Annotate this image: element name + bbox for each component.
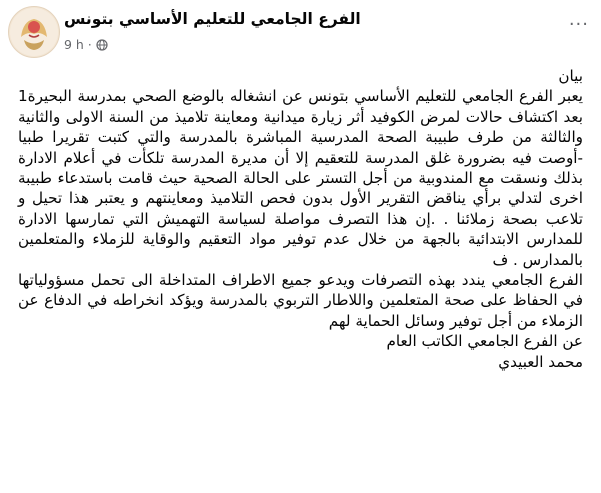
- post-paragraph: يعبر الفرع الجامعي للتعليم الأساسي بتونس عن انشغاله بالوضع الصحي بمدرسة البحيرة1 بعد اكتشاف حالات لمرض الكوفيد أثر زيارة ميدانية ومعاينة تلاميذ من السنة الاولى والثانية والثالثة من طرف طبيبة الصحة المدرسية المباشرة بالمدرسة والتي كتبت تقريرا طبيا -أوصت فيه بضرورة غلق المدرسة للتعقيم إلا أن مديرة المدرسة تلكأت في أعلام الادارة بذلك ونسقت مع المندوبية من أجل التستر على الحالة الصحية حيث قامت باستدعاء طبيبة اخرى لتدلي برأي يناقض التقرير الأول بدون فحص التلاميذ ومعاينتهم و يعتبر هذا تحيل و تلاعب بصحة زملائنا . .إن هذا التصرف مواصلة لسياسة التهميش التي تمارسها الادارة للمدارس الابتدائية بالجهة من خلال عدم توفير مواد التعقيم والوقاية للزملاء والمتعلمين بالمدارس . ف: [18, 87, 583, 269]
- post-heading: بيان: [558, 67, 583, 85]
- post-text: [18, 66, 583, 372]
- globe-icon[interactable]: [96, 39, 108, 51]
- signature-name: محمد العبيدي: [498, 352, 583, 371]
- signature-line: عن الفرع الجامعي الكاتب العام: [386, 332, 583, 351]
- union-logo-icon: [9, 7, 59, 57]
- post-header: [0, 0, 601, 64]
- post-paragraph: الفرع الجامعي يندد بهذه التصرفات ويدعو جميع الاطراف المتداخلة الى تحمل مسؤولياتها في الحفاظ على صحة المتعلمين واللاطار التربوي بالمدرسة ويؤكد انخراطه في الدفاع عن الزملاء من أجل توفير وسائل الحماية لهم: [18, 271, 583, 330]
- more-options-icon[interactable]: ···: [568, 14, 589, 35]
- post-meta: [64, 37, 108, 52]
- page-name[interactable]: الفرع الجامعي للتعليم الأساسي بتونس: [64, 10, 361, 28]
- signature: [18, 331, 583, 372]
- page-avatar[interactable]: [8, 6, 60, 58]
- separator-dot: ·: [87, 37, 92, 52]
- post-time[interactable]: 9 h: [64, 37, 84, 52]
